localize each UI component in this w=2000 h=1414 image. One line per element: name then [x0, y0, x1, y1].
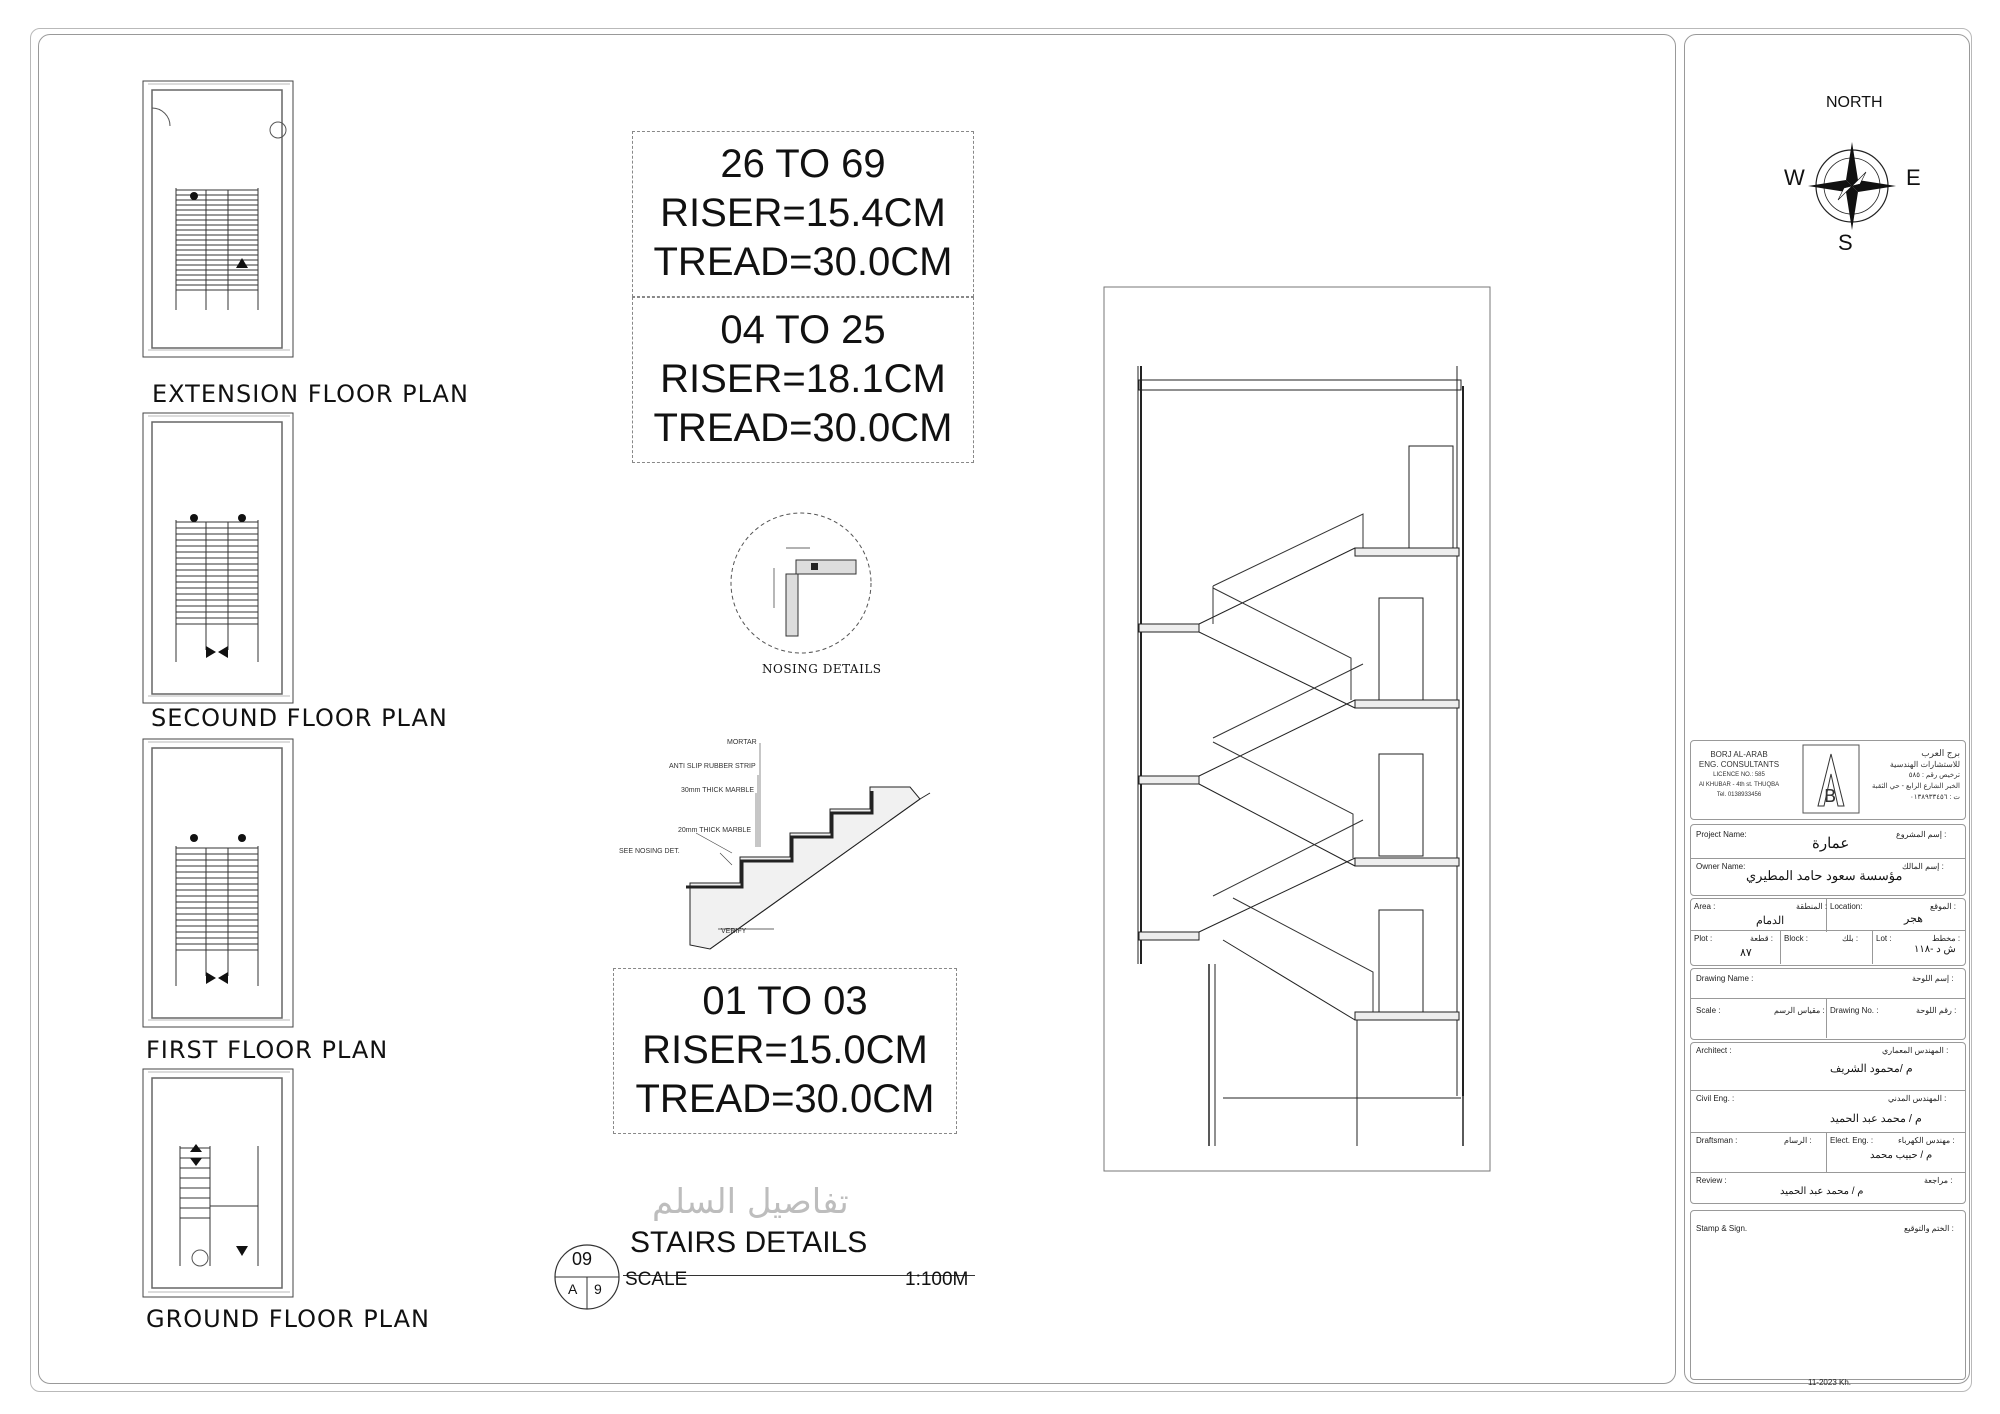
label-anti-slip: ANTI SLIP RUBBER STRIP [669, 763, 756, 770]
scale-field-label: Scale : [1696, 1006, 1721, 1015]
drawing-title: STAIRS DETAILS [630, 1226, 868, 1259]
riser-spec-lower [613, 968, 957, 1134]
area-value: الدمام [1756, 915, 1785, 927]
draftsman-label-ar: الرسام : [1784, 1136, 1812, 1145]
location-divider [1690, 930, 1966, 931]
spec-middle-range: 04 TO 25 [720, 308, 886, 352]
architect-label-ar: المهندس المعماري : [1882, 1046, 1949, 1055]
project-name-value: عمارة [1812, 835, 1850, 852]
eng-divider-1 [1690, 1090, 1966, 1091]
nosing-detail-circle [726, 508, 876, 658]
spec-middle-riser: RISER=18.1CM [660, 357, 946, 401]
drawing-no-label-ar: رقم اللوحة : [1916, 1006, 1957, 1015]
spec-middle-tread: TREAD=30.0CM [653, 406, 953, 450]
firm-arabic-block [1864, 748, 1960, 803]
firm-en-line-4: Al KHUBAR - 4th st. THUQBA [1698, 782, 1780, 788]
label-see-nosing: SEE NOSING DET. [619, 848, 680, 855]
north-arrow-icon [1804, 138, 1900, 234]
nosing-details-title: NOSING DETAILS [762, 662, 882, 676]
label-verify: VERIFY [721, 928, 747, 935]
location-box [1690, 898, 1966, 966]
riser-spec-upper [632, 131, 974, 297]
eng-divider-2 [1690, 1132, 1966, 1133]
sheet-number: 9 [594, 1281, 602, 1297]
plot-block-divider [1780, 930, 1781, 964]
owner-name-label: Owner Name: [1696, 862, 1746, 871]
firm-english-block [1694, 750, 1784, 800]
spec-upper-riser: RISER=15.4CM [660, 191, 946, 235]
owner-name-value: مؤسسة سعود حامد المطيري [1746, 868, 1903, 883]
location-label: Location: [1830, 902, 1863, 911]
stamp-sign-box [1690, 1210, 1966, 1380]
firm-en-line-5: Tel. 0138933456 [1716, 792, 1762, 798]
compass-north-label: NORTH [1826, 94, 1883, 111]
ground-floor-plan-drawing [140, 1066, 300, 1306]
firm-en-line-1: BORJ AL-ARAB [1710, 750, 1768, 759]
lot-value: ش د -١١٨ [1914, 944, 1956, 955]
firm-en-line-2: ENG. CONSULTANTS [1698, 760, 1780, 769]
area-label-ar: المنطقة : [1796, 902, 1828, 911]
spec-upper-tread: TREAD=30.0CM [653, 240, 953, 284]
block-lot-divider [1872, 930, 1873, 964]
review-value: م / محمد عبد الحميد [1780, 1186, 1864, 1197]
drawing-no-label: Drawing No. : [1830, 1006, 1879, 1015]
scale-value: 1:100M [905, 1269, 969, 1290]
project-name-label: Project Name: [1696, 830, 1747, 839]
extension-floor-plan-drawing [140, 78, 300, 378]
project-owner-divider [1690, 858, 1966, 859]
first-floor-plan-drawing [140, 736, 300, 1032]
stamp-sign-label: Stamp & Sign. [1696, 1224, 1748, 1233]
elect-eng-value: م / حبيب محمد [1870, 1150, 1933, 1161]
elect-eng-label-ar: مهندس الكهرباء : [1898, 1136, 1955, 1145]
firm-ar-line-1: برج العرب [1921, 748, 1960, 758]
drawing-info-divider [1690, 998, 1966, 999]
civil-eng-value: م / محمد عبد الحميد [1830, 1113, 1922, 1125]
firm-ar-line-2: للاستشارات الهندسية [1889, 760, 1960, 769]
compass-west-label: W [1784, 165, 1805, 190]
compass-south-label: S [1838, 230, 1853, 255]
sheet-letter: A [568, 1281, 578, 1297]
extension-floor-plan-title: EXTENSION FLOOR PLAN [152, 380, 469, 408]
spec-lower-tread: TREAD=30.0CM [635, 1077, 935, 1121]
label-marble-30mm: 30mm THICK MARBLE [681, 787, 754, 794]
stair-tread-section-detail [620, 735, 940, 955]
firm-en-line-3: LICENCE NO.: 585 [1713, 772, 1765, 778]
firm-logo-icon [1802, 744, 1860, 814]
lot-label: Lot : [1876, 934, 1892, 943]
civil-eng-label: Civil Eng. : [1696, 1094, 1735, 1103]
compass-east-label: E [1906, 165, 1921, 190]
label-marble-20mm: 20mm THICK MARBLE [678, 827, 751, 834]
spec-upper-range: 26 TO 69 [720, 142, 886, 186]
firm-ar-line-4: الخبر الشارع الرابع - حي الثقبة [1872, 783, 1960, 790]
block-label: Block : [1784, 934, 1809, 943]
review-label: Review : [1696, 1176, 1727, 1185]
spec-lower-range: 01 TO 03 [702, 979, 868, 1023]
drawing-name-label-ar: إسم اللوحة : [1912, 974, 1954, 983]
riser-spec-middle [632, 297, 974, 463]
block-label-ar: بلك : [1842, 934, 1859, 943]
draftsman-label: Draftsman : [1696, 1136, 1738, 1145]
svg-text:B: B [1824, 786, 1837, 807]
firm-ar-line-3: ترخيص رقم : ٥٨٥ [1908, 772, 1960, 779]
eng-divider-3 [1690, 1172, 1966, 1173]
first-floor-plan-title: FIRST FLOOR PLAN [146, 1036, 389, 1064]
ground-floor-plan-title: GROUND FLOOR PLAN [146, 1305, 430, 1333]
architect-value: م /محمود الشريف [1830, 1063, 1913, 1075]
location-value: هجر [1904, 913, 1923, 925]
firm-ar-line-5: ت : ٠١٣٨٩٣٣٤٥٦ [1909, 794, 1960, 801]
stamp-sign-label-ar: الختم والتوقيع : [1904, 1224, 1954, 1233]
elect-eng-label: Elect. Eng. : [1830, 1136, 1874, 1145]
area-label: Area : [1694, 902, 1716, 911]
second-floor-plan-drawing [140, 410, 300, 710]
plot-label: Plot : [1694, 934, 1713, 943]
location-label-ar: الموقع : [1930, 902, 1956, 911]
label-mortar: MORTAR [727, 739, 757, 746]
drawing-number: 09 [572, 1249, 593, 1269]
drawing-name-label: Drawing Name : [1696, 974, 1754, 983]
project-name-label-ar: إسم المشروع : [1896, 830, 1947, 839]
drawing-title-arabic: تفاصيل السلم [652, 1182, 849, 1222]
architect-label: Architect : [1696, 1046, 1732, 1055]
building-stair-section [1103, 286, 1493, 1176]
review-label-ar: مراجعة : [1924, 1176, 1953, 1185]
scale-label: SCALE [625, 1269, 688, 1290]
scale-drawno-divider [1826, 998, 1827, 1038]
lot-label-ar: مخطط : [1932, 934, 1961, 943]
spec-lower-riser: RISER=15.0CM [642, 1028, 928, 1072]
date-code: 11-2023 Kh. [1808, 1378, 1851, 1387]
scale-field-label-ar: مقياس الرسم : [1774, 1006, 1825, 1015]
owner-name-label-ar: إسم المالك : [1902, 862, 1944, 871]
plot-value: ٨٧ [1740, 947, 1752, 959]
second-floor-plan-title: SECOUND FLOOR PLAN [151, 704, 448, 732]
plot-label-ar: قطعة : [1750, 934, 1773, 943]
civil-eng-label-ar: المهندس المدني : [1888, 1094, 1947, 1103]
draftsman-elect-divider [1826, 1132, 1827, 1172]
